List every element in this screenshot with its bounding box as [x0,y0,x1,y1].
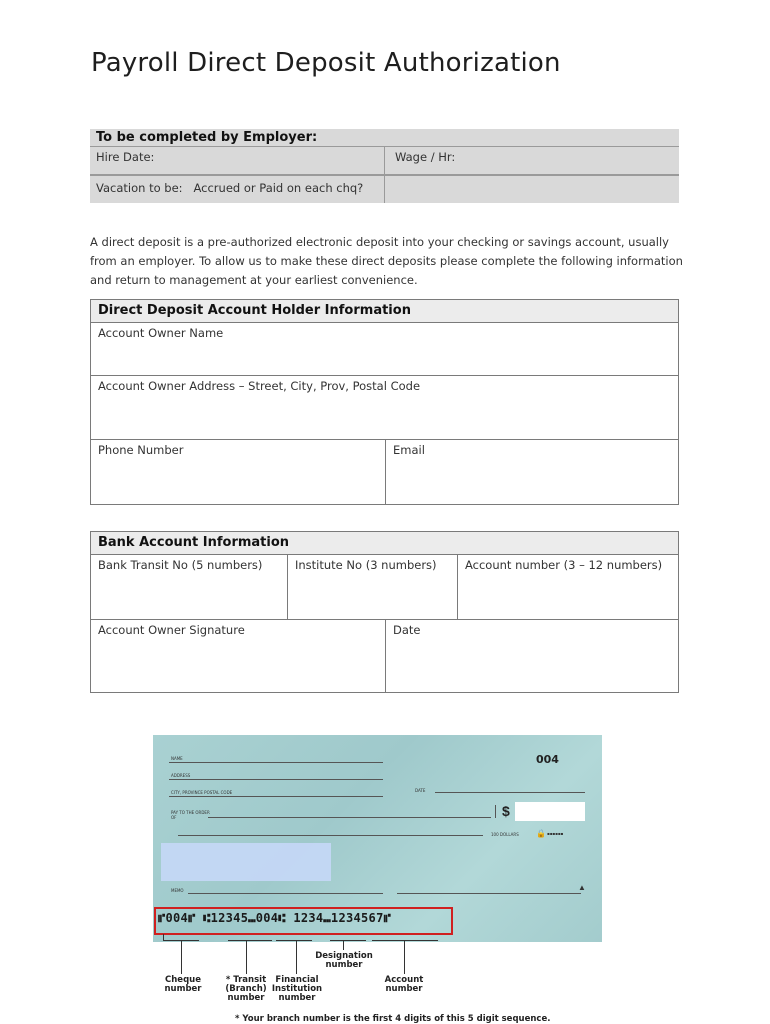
contact-row [91,440,678,504]
footnote: * Your branch number is the first 4 digits of this 5 digit sequence. [235,1014,551,1024]
cheque-address-label: ADDRESS [171,773,191,778]
redacted-area [161,843,331,881]
cheque-city-label: CITY, PROVINCE POSTAL CODE [171,790,233,795]
cheque-memo-label: MEMO [171,888,184,893]
vacation-label: Vacation to be: [96,181,183,195]
cheque-pay-line [208,817,491,818]
employer-section [90,129,679,203]
bank-table [90,531,679,693]
vacation-blank-cell [385,176,397,203]
cheque-amount-box [515,802,585,821]
employer-row-hire-wage [90,147,679,176]
holder-table [90,299,679,505]
cheque-words-line [178,835,483,836]
owner-name-row [91,323,678,376]
phone-field[interactable]: Phone Number [98,443,184,457]
cheque-signature-line [397,893,581,894]
annotation-cheque-number: Cheque number [164,975,202,994]
owner-name-field[interactable]: Account Owner Name [98,326,224,340]
cheque-arrow-icon: ▲ [578,883,586,892]
date-field[interactable]: Date [385,620,678,692]
page-title: Payroll Direct Deposit Authorization [91,48,561,78]
annotation-account: Account number [384,975,424,994]
cheque-dollars-label: 100 DOLLARS [491,832,519,837]
cheque-address-line [169,779,383,780]
leader-designation-drop [343,940,344,950]
hire-date-field[interactable]: Hire Date: [90,147,385,174]
bank-heading: Bank Account Information [91,532,678,555]
vacation-options: Accrued or Paid on each chq? [193,181,364,195]
micr-line: ⑈004⑈ ⑆12345⑉004⑆ 1234⑉1234567⑈ [158,911,392,925]
signature-row [91,620,678,692]
intro-paragraph: A direct deposit is a pre-authorized electronic deposit into your checking or savings account, usually from an employer. To allow us to make these direct deposits please complete the following information and return to management at your earliest convenience. [90,235,683,287]
leader-cheque-drop [181,940,182,974]
cheque-memo-line [188,893,383,894]
holder-heading: Direct Deposit Account Holder Information [91,300,678,323]
cheque-dollar-sign: $ [502,803,510,819]
account-number-field[interactable]: Account number (3 – 12 numbers) [457,555,678,619]
leader-transit-drop [246,940,247,974]
vacation-field[interactable] [90,176,385,203]
transit-field[interactable]: Bank Transit No (5 numbers) [98,558,263,572]
employer-row-vacation [90,176,679,203]
lock-icon: 🔒 [536,829,546,838]
leader-institution-drop [296,940,297,974]
cheque-number: 004 [536,753,559,766]
owner-address-row [91,376,678,440]
leader-institution-bar [276,940,312,941]
leader-account-drop [404,940,405,974]
annotation-designation: Designation number [315,951,373,970]
bank-numbers-row [91,555,678,620]
cheque-security-text: ▪▪▪▪▪▪ [547,831,564,836]
cheque-name-line [169,762,383,763]
institute-field[interactable]: Institute No (3 numbers) [287,555,457,619]
wage-field[interactable]: Wage / Hr: [395,150,456,164]
cheque-pay-label: PAY TO THE ORDER OF [171,810,210,820]
leader-transit-bar [228,940,272,941]
cheque-city-line [169,796,383,797]
cheque-name-label: NAME [171,756,183,761]
employer-heading: To be completed by Employer: [90,129,679,147]
email-field[interactable]: Email [385,440,678,504]
annotation-transit: * Transit (Branch) number [225,975,267,1003]
sample-cheque [153,735,602,942]
signature-field[interactable]: Account Owner Signature [98,623,245,637]
annotation-institution: Financial Institution number [271,975,323,1003]
leader-account-bar [372,940,438,941]
cheque-date-line [435,792,585,793]
cheque-pay-tick [495,805,496,818]
cheque-date-label: DATE [415,788,426,793]
owner-address-field[interactable]: Account Owner Address – Street, City, Prov, Postal Code [98,379,421,393]
leader-designation-bar [330,940,366,941]
